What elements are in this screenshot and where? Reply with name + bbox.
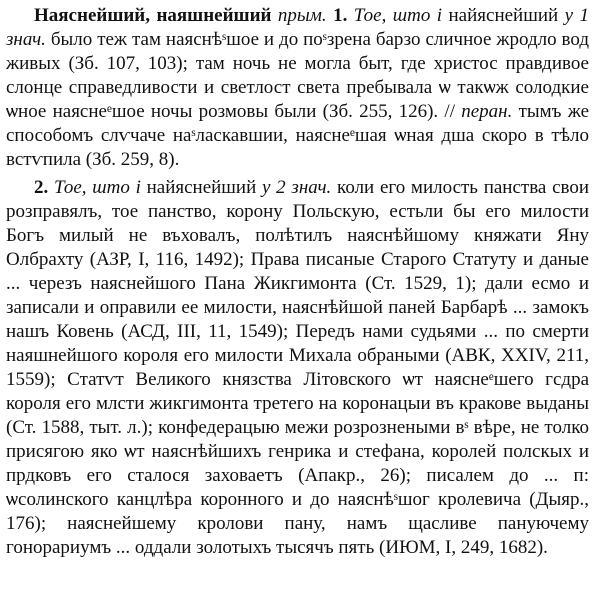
- sense-1-ref: найяснейший: [448, 5, 559, 26]
- dictionary-entry-sense-2: [6, 176, 589, 560]
- sense-number-2: 2.: [34, 177, 49, 198]
- figurative-citations: тымъ же способомъ слѵчаче наˢласкавшии, наяснеᵉшая ѡная дша скоро в тѣло встѵпила (Зб. 259, 8).: [6, 101, 590, 170]
- sense-1-citations: было теж там наяснѣˢшое и до поˢзрена барзо сличное жродло вод живых (Зб. 107, 103); там ночь не могла быт, где христос правдивое слонце справедливости и светлост света пребывала ѡ такѡж солодкие ѡное наяснеᵉшое ночы розмовы были (Зб. 255, 126).: [6, 29, 589, 122]
- sense-2-definition: Тое, што і: [53, 177, 141, 198]
- sense-1-definition: Тое, што і: [353, 5, 443, 26]
- sense-1-ref-note: у 1 знач.: [6, 5, 590, 50]
- sense-2-ref: найяснейший: [146, 177, 257, 198]
- dictionary-entry-sense-1: [6, 4, 589, 172]
- sense-separator: //: [444, 101, 455, 122]
- sense-2-ref-note: у 2 знач.: [262, 177, 332, 198]
- figurative-label: перан.: [461, 101, 513, 122]
- headword: Наяснейший, наяшнейший: [34, 5, 272, 26]
- part-of-speech: прым.: [277, 5, 327, 26]
- sense-2-citations: коли его милость панства свои розправялъ, тое панство, корону Польскую, естьли бы его милости Богъ милый не въховалъ, полѣтилъ наяснѣйшому княжати Яну Олбрахту (АЗР, I, 116, 1492); Права писаные Старого Статуту и даные ... черезъ наяснейшого Пана Жикгимонта (Ст. 1529, 1); дали есмо и записали и оправили ее милости, наяснѣйшой паней Барбарѣ ... замокъ нашъ Ковень (АСД, III, 11, 1549); Передъ нами судьями ... по смерти наяшнейшого короля его милости Михала обраными (АВК, XXIV, 211, 1559); Статѵт Великого князства Літовского ѡт наяснеᵉшего гсдра короля его млсти жикгимонта третего на коронацыи въ кракове выданы (Ст. 1588, тыт. л.); конфедерацыю межи розрознеными вˢ вѣре, не толко присягою яко ѡт наяснѣйшихъ генрика и стефана, королей полскых и прдковъ его сталося заховаетъ (Апакр., 26); писалем до ... п: ѡсолинского канцлѣра коронного и до наяснѣˢшог кролевича (Дыяр., 176); наяснейшему кролови пану, намъ щасливе пануючему гонорариумъ ... оддали золотыхъ тысячъ пять (ИЮМ, I, 249, 1682).: [6, 177, 590, 558]
- sense-number-1: 1.: [333, 5, 348, 26]
